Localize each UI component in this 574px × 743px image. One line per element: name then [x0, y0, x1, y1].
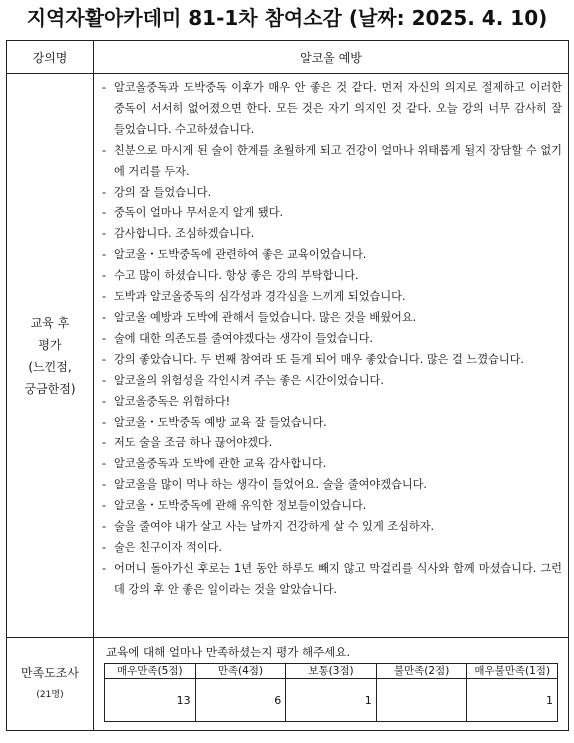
list-item: - 알코올의 위험성을 각인시켜 주는 좋은 시간이었습니다.	[100, 371, 562, 392]
list-item: - 친분으로 마시게 된 술이 한계를 초월하게 되고 건강이 얼마나 위태롭게 될지 장담할 수 없기에 거리를 두자.	[100, 141, 562, 183]
list-item: - 감사합니다. 조심하겠습니다.	[100, 224, 562, 245]
list-item: - 알코올중독은 위험하다!	[100, 392, 562, 413]
rating-value-row	[105, 679, 558, 722]
list-item: - 알코올・도박중독에 관해 유익한 정보들이었습니다.	[100, 496, 562, 517]
survey-table	[6, 40, 569, 731]
page-title: 지역자활아카데미 81-1차 참여소감 (날짜: 2025. 4. 10)	[26, 6, 548, 30]
header-row	[7, 41, 569, 74]
list-item: - 술에 대한 의존도를 줄여야겠다는 생각이 들었습니다.	[100, 329, 562, 350]
list-item: - 수고 많이 하셨습니다. 항상 좋은 강의 부탁합니다.	[100, 266, 562, 287]
rating-header: 만족(4점)	[195, 664, 286, 679]
rating-header: 매우만족(5점)	[105, 664, 196, 679]
list-item: - 강의 좋았습니다. 두 번째 참여라 또 듣게 되어 매우 좋았습니다. 많은 걸 느꼈습니다.	[100, 350, 562, 371]
comment-list	[100, 78, 562, 601]
list-item: - 알코올 예방과 도박에 관해서 들었습니다. 많은 것을 배웠어요.	[100, 308, 562, 329]
list-item: - 알코올중독과 도박중독 이후가 매우 안 좋은 것 같다. 먼저 자신의 의지로 절제하고 이러한 중독이 서서히 없어졌으면 한다. 모든 것은 자기 의지인 것 같다. 오늘 강의 너무 감사히 잘 들었습니다. 수고하셨습니다.	[100, 78, 562, 141]
rating-value: 13	[105, 679, 196, 722]
rating-value	[376, 679, 467, 722]
list-item: - 술은 친구이자 적이다.	[100, 538, 562, 559]
satisfaction-row	[7, 638, 569, 731]
comments-cell	[94, 74, 569, 638]
header-lecture-name: 알코올 예방	[94, 41, 569, 74]
list-item: - 도박과 알코올중독의 심각성과 경각심을 느끼게 되었습니다.	[100, 287, 562, 308]
satisfaction-label: 만족도조사 (21명)	[7, 638, 94, 731]
list-item: - 알코올・도박중독 예방 교육 잘 들었습니다.	[100, 413, 562, 434]
satisfaction-cell	[94, 638, 569, 731]
list-item: - 알코올중독과 도박에 관한 교육 감사합니다.	[100, 454, 562, 475]
rating-header: 불만족(2점)	[376, 664, 467, 679]
list-item: - 어머니 돌아가신 후로는 1년 동안 하루도 빼지 않고 막걸리를 식사와 함께 마셨습니다. 그런데 강의 후 안 좋은 일이라는 것을 알았습니다.	[100, 559, 562, 601]
list-item: - 알코올・도박중독에 관련하여 좋은 교육이었습니다.	[100, 245, 562, 266]
rating-value: 1	[286, 679, 377, 722]
list-item: - 알코올을 많이 먹나 하는 생각이 들었어요. 술을 줄여야겠습니다.	[100, 475, 562, 496]
rating-header: 매우불만족(1점)	[467, 664, 558, 679]
rating-header-row	[105, 664, 558, 679]
rating-header: 보통(3점)	[286, 664, 377, 679]
survey-question: 교육에 대해 얼마나 만족하셨는지 평가 해주세요.	[106, 645, 351, 659]
list-item: - 저도 술을 조금 하나 끊어야겠다.	[100, 433, 562, 454]
evaluation-row	[7, 74, 569, 638]
header-lecture-label: 강의명	[7, 41, 94, 74]
evaluation-label: 교육 후 평가 (느낀점, 궁금한점)	[7, 74, 94, 638]
rating-value: 1	[467, 679, 558, 722]
list-item: - 강의 잘 들었습니다.	[100, 183, 562, 204]
rating-table	[104, 663, 558, 722]
list-item: - 중독이 얼마나 무서운지 알게 됐다.	[100, 203, 562, 224]
rating-value: 6	[195, 679, 286, 722]
list-item: - 술을 줄여야 내가 살고 사는 날까지 건강하게 살 수 있게 조심하자.	[100, 517, 562, 538]
